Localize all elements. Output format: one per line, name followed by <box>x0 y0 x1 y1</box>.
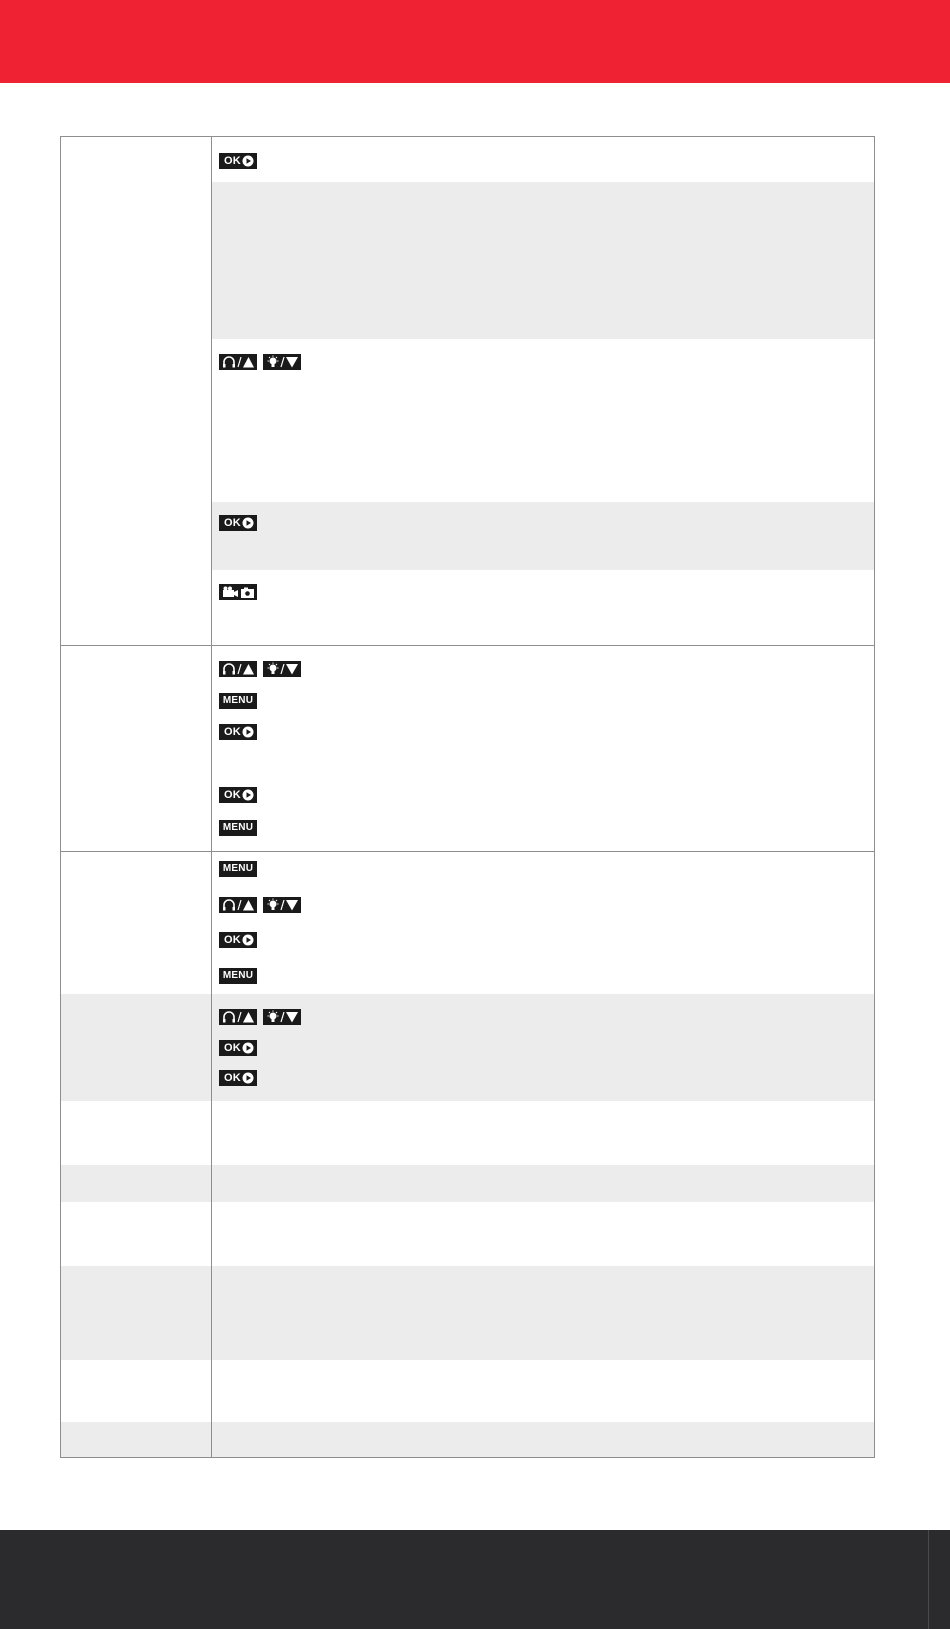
shaded-row <box>61 994 874 1101</box>
video-photo-button-icon <box>219 584 257 600</box>
footer-bar <box>0 1530 950 1629</box>
menu-label: MENU <box>222 695 254 706</box>
play-circle-icon <box>242 155 254 167</box>
audio-up-button-icon <box>219 661 257 677</box>
row-divider <box>61 851 874 852</box>
ok-button-icon <box>219 1040 257 1056</box>
instruction-table <box>60 136 875 1458</box>
audio-up-icon <box>221 898 255 912</box>
light-down-button-icon <box>263 661 301 677</box>
audio-up-button-icon <box>219 1009 257 1025</box>
column-divider <box>211 137 212 1457</box>
menu-button-icon <box>219 968 257 984</box>
audio-up-button-icon <box>219 354 257 370</box>
ok-button-icon <box>219 153 257 169</box>
play-circle-icon <box>242 1072 254 1084</box>
menu-label: MENU <box>222 822 254 833</box>
play-circle-icon <box>242 1042 254 1054</box>
ok-label: OK <box>224 1072 241 1084</box>
menu-button-icon <box>219 693 257 709</box>
ok-label: OK <box>224 726 241 738</box>
menu-button-icon <box>219 820 257 836</box>
play-circle-icon <box>242 517 254 529</box>
ok-button-icon <box>219 932 257 948</box>
light-down-icon <box>265 355 299 369</box>
ok-label: OK <box>224 1042 241 1054</box>
shaded-row <box>61 1165 874 1202</box>
audio-up-icon <box>221 662 255 676</box>
audio-up-icon <box>221 1010 255 1024</box>
ok-label: OK <box>224 934 241 946</box>
audio-up-icon <box>221 355 255 369</box>
ok-label: OK <box>224 789 241 801</box>
shaded-cell <box>212 502 874 570</box>
ok-label: OK <box>224 517 241 529</box>
light-down-icon <box>265 1010 299 1024</box>
menu-label: MENU <box>222 970 254 981</box>
ok-button-icon <box>219 724 257 740</box>
light-down-icon <box>265 662 299 676</box>
menu-label: MENU <box>222 863 254 874</box>
light-down-button-icon <box>263 1009 301 1025</box>
header-bar <box>0 0 950 83</box>
shaded-cell <box>212 182 874 339</box>
footer-divider <box>928 1530 929 1629</box>
play-circle-icon <box>242 789 254 801</box>
row-divider <box>61 645 874 646</box>
menu-button-icon <box>219 861 257 877</box>
ok-label: OK <box>224 155 241 167</box>
ok-button-icon <box>219 1070 257 1086</box>
audio-up-button-icon <box>219 897 257 913</box>
play-circle-icon <box>242 934 254 946</box>
video-photo-icon <box>221 585 255 599</box>
shaded-row <box>61 1422 874 1457</box>
ok-button-icon <box>219 515 257 531</box>
play-circle-icon <box>242 726 254 738</box>
light-down-button-icon <box>263 897 301 913</box>
shaded-row <box>61 1266 874 1360</box>
ok-button-icon <box>219 787 257 803</box>
light-down-icon <box>265 898 299 912</box>
light-down-button-icon <box>263 354 301 370</box>
